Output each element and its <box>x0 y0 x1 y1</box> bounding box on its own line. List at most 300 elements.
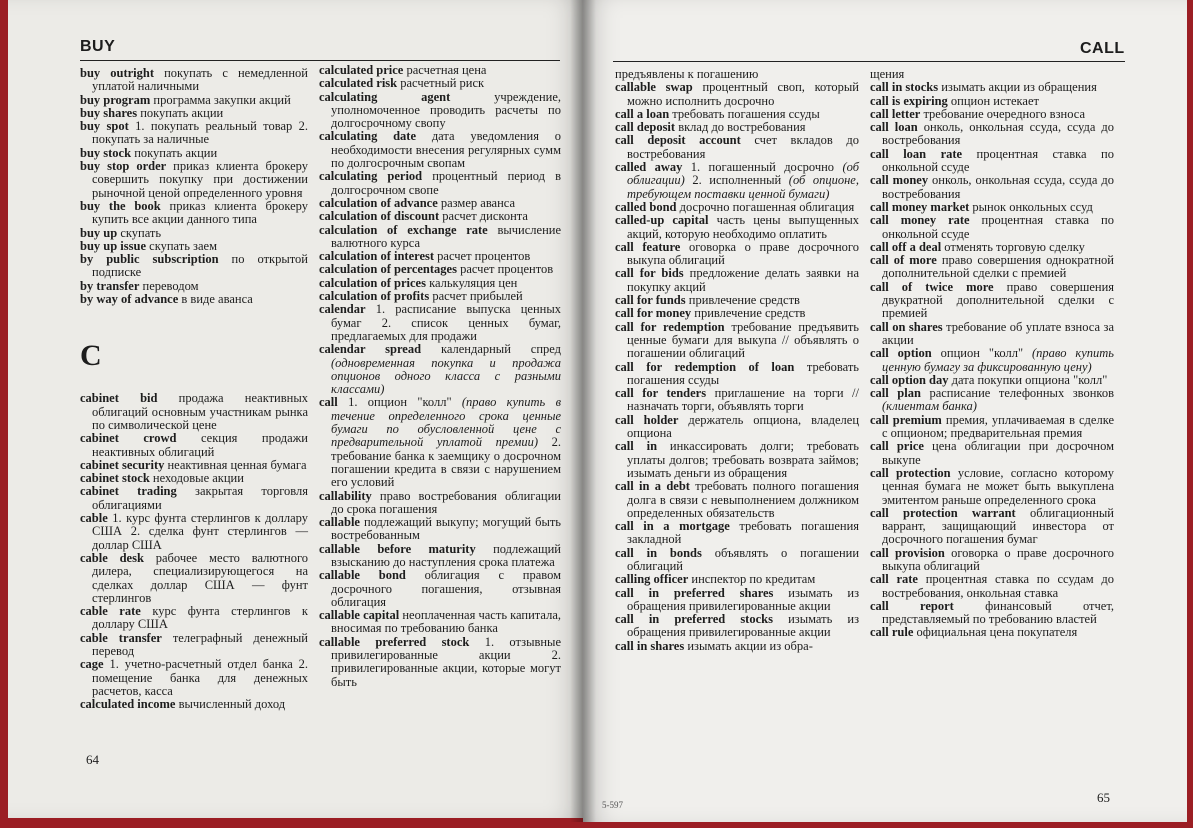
entry-term: calling officer <box>615 572 689 587</box>
entry-term: call for money <box>615 306 692 321</box>
entry-definition: процентная ставка по онкольной ссуде <box>882 146 1114 175</box>
dictionary-entry <box>870 374 1114 387</box>
entry-term: call a loan <box>615 106 670 121</box>
dictionary-entry <box>615 480 859 520</box>
entry-term: buy spot <box>80 119 129 134</box>
dictionary-entry <box>80 485 308 512</box>
entry-term: call provision <box>870 545 945 560</box>
dictionary-entry <box>870 573 1114 600</box>
entry-term: buy stop order <box>80 159 167 174</box>
entry-term: call in a mortgage <box>615 519 730 534</box>
entry-definition: требовать погашения ссуды <box>627 359 860 387</box>
dictionary-entry <box>80 67 308 94</box>
entry-term: calculating date <box>319 129 417 144</box>
dictionary-entry <box>319 396 561 489</box>
dictionary-entry <box>870 214 1114 241</box>
dictionary-entry <box>319 490 561 517</box>
entry-term: callability <box>319 488 372 503</box>
entry-note: (право купить ценную бумагу за фиксированную цену) <box>882 346 1114 374</box>
entry-definition: требование предъявить ценные бумаги для выкупа // объявлять о погашении облигаций <box>627 319 859 361</box>
entry-definition: изымать из обращения привилегированные акции <box>627 612 860 640</box>
entry-definition: приказ клиента брокеру совершить покупку при достижении рыночной ценой определенного уровня <box>92 159 309 200</box>
entry-term: calculated income <box>80 697 176 712</box>
entry-term: call on shares <box>870 319 943 334</box>
entry-definition: расчет процентов <box>437 249 531 264</box>
dictionary-entry <box>870 201 1114 214</box>
entries-calc <box>319 64 561 689</box>
entry-definition: телеграфный денежный перевод <box>92 630 308 658</box>
entry-definition: вычисленный доход <box>178 697 286 712</box>
entry-definition: опцион "колл" <box>940 346 1024 361</box>
dictionary-entry <box>80 552 308 605</box>
entry-definition: оговорка о праве досрочного выкупа облигаций <box>627 239 859 268</box>
entry-definition: секция продажи неактивных облигаций <box>92 431 308 459</box>
entry-definition: приглашение на торги // назначать торги, объявлять торги <box>627 386 860 414</box>
entries-call-1 <box>615 68 859 653</box>
entry-definition: неходовые акции <box>152 471 244 486</box>
entry-term: called away <box>615 160 683 175</box>
entry-definition: 1. учетно-расчетный отдел банка 2. помещение банка для денежных расчетов, касса <box>92 657 308 698</box>
dictionary-entry <box>615 640 859 653</box>
dictionary-entry <box>80 658 308 698</box>
entry-definition: рынок онкольных ссуд <box>972 199 1093 214</box>
entry-definition: опцион истекает <box>950 93 1039 108</box>
entry-term: calculating agent <box>319 89 451 104</box>
entry-definition: отменять торговую сделку <box>944 239 1085 254</box>
header-rule-left <box>80 60 560 61</box>
dictionary-entry <box>615 573 859 586</box>
entry-definition: онколь, онкольная ссуда, ссуда до востребования <box>882 173 1114 201</box>
dictionary-entry <box>870 440 1114 467</box>
dictionary-entry <box>615 387 859 414</box>
dictionary-entry <box>319 250 561 263</box>
dictionary-entry <box>80 227 308 240</box>
entry-term: cabinet stock <box>80 471 150 486</box>
entry-definition-2: 2. требование банка к заемщику о досрочном погашении кредита в связи с нарушением его условий <box>331 435 562 490</box>
entry-definition: покупать акции <box>134 145 218 160</box>
dictionary-entry <box>870 414 1114 441</box>
entry-definition: 1. расписание выпуска ценных бумаг 2. список ценных бумаг, предлагаемых для продажи <box>331 302 562 343</box>
entry-term: called bond <box>615 199 677 214</box>
dictionary-entry <box>615 587 859 614</box>
entry-term: call rule <box>870 625 914 640</box>
entry-definition: расчет прибылей <box>432 289 523 304</box>
dictionary-entry <box>870 174 1114 201</box>
dictionary-entry <box>615 108 859 121</box>
entry-term: call option <box>870 346 932 361</box>
entry-term: call in preferred shares <box>615 585 774 600</box>
entry-definition: в виде аванса <box>181 292 253 307</box>
entry-term: buy outright <box>80 66 154 80</box>
dictionary-entry <box>80 94 308 107</box>
dictionary-entry <box>615 81 859 108</box>
dictionary-entry <box>615 414 859 441</box>
dictionary-entry <box>319 569 561 609</box>
entry-term: call in shares <box>615 638 685 653</box>
entry-definition: курс фунта стерлингов к доллару США <box>92 604 308 632</box>
entry-term: call money market <box>870 199 970 214</box>
entry-term: calculation of advance <box>319 195 438 210</box>
entry-definition: право совершения двукратной дополнительной сделки с премией <box>882 279 1115 321</box>
entry-definition: дата уведомления о необходимости внесения регулярных сумм по долгосрочным свопам <box>331 129 562 171</box>
entry-term: calculating period <box>319 169 423 184</box>
entry-term: cable <box>80 511 108 526</box>
entry-definition: приказ клиента брокеру купить все акции данного типа <box>92 198 308 227</box>
entry-term: call protection warrant <box>870 505 1016 520</box>
entry-definition: калькуляция цен <box>429 275 518 290</box>
entry-definition: по открытой подписке <box>92 252 308 280</box>
entries-buy <box>80 67 308 306</box>
entry-term: cable desk <box>80 550 144 565</box>
entry-definition-2: 2. исполненный <box>692 173 782 188</box>
entry-definition: подлежащий взысканию до наступления срока платежа <box>331 541 561 569</box>
entry-term: calculation of exchange rate <box>319 222 488 237</box>
dictionary-entry <box>80 240 308 253</box>
entry-term: call letter <box>870 106 921 121</box>
dictionary-entry <box>615 201 859 214</box>
entry-term: cable transfer <box>80 630 162 645</box>
entry-term: by way of advance <box>80 292 179 307</box>
entry-term: calculation of percentages <box>319 262 457 277</box>
entry-term: callable preferred stock <box>319 634 470 649</box>
entry-definition: подлежащий выкупу; могущий быть востребованным <box>331 515 562 543</box>
dictionary-entry <box>615 613 859 640</box>
entry-definition: условие, согласно которому ценная бумага не может быть выкуплена эмитентом раньше определенного срока <box>882 465 1115 507</box>
entry-term: call loan rate <box>870 146 963 161</box>
entry-definition: расчет дисконта <box>442 209 528 224</box>
entry-term: calendar spread <box>319 342 422 357</box>
entry-term: call protection <box>870 465 951 480</box>
entry-definition: досрочно погашенная облигация <box>679 199 855 214</box>
page-number-right: 65 <box>1097 790 1110 805</box>
entry-term: buy the book <box>80 198 161 213</box>
entry-term: call price <box>870 439 924 454</box>
dictionary-entry <box>870 626 1114 639</box>
entry-term: call off a deal <box>870 239 942 254</box>
entry-term: call for tenders <box>615 386 707 401</box>
book-gutter <box>570 0 596 822</box>
entry-term: calculation of profits <box>319 289 430 304</box>
entry-term: calculation of prices <box>319 275 426 290</box>
entry-term: call feature <box>615 239 681 254</box>
entry-definition: расчет процентов <box>460 262 554 277</box>
entry-term: call holder <box>615 412 679 427</box>
dictionary-entry <box>80 253 308 280</box>
entry-term: calculation of interest <box>319 249 435 264</box>
entry-term: buy up <box>80 225 118 240</box>
dictionary-entry <box>870 547 1114 574</box>
dictionary-entry <box>319 64 561 77</box>
entry-term: call of more <box>870 253 937 268</box>
entry-term: call in preferred stocks <box>615 612 773 627</box>
entry-definition: скупать <box>120 225 162 240</box>
entry-definition: счет вкладов до востребования <box>627 133 860 161</box>
dictionary-entry <box>870 507 1114 547</box>
entry-definition: требовать погашения ссуды <box>672 106 820 121</box>
dictionary-entry <box>80 200 308 227</box>
entry-definition: закрытая торговля облигациями <box>92 484 308 512</box>
dictionary-entry <box>80 280 308 293</box>
entry-term: call for bids <box>615 266 684 281</box>
entry-definition: учреждение, уполномоченное проводить расчеты по долгосрочному свопу <box>331 89 561 131</box>
entry-definition: право востребования облигации до срока погашения <box>331 488 561 516</box>
dictionary-entry <box>615 214 859 241</box>
dictionary-entry <box>319 636 561 689</box>
entry-term: called-up capital <box>615 213 709 228</box>
entry-definition: требование очередного взноса <box>923 106 1086 121</box>
page-number-left: 64 <box>86 752 99 767</box>
dictionary-entry <box>615 161 859 201</box>
entry-definition: расписание телефонных звонков <box>929 386 1115 401</box>
dictionary-entry <box>319 130 561 170</box>
dictionary-entry <box>80 147 308 160</box>
dictionary-entry <box>615 68 859 81</box>
entry-term: call plan <box>870 386 921 401</box>
entry-term: by public subscription <box>80 252 219 267</box>
dictionary-entry <box>319 91 561 131</box>
entry-definition: изымать из обращения привилегированные акции <box>627 585 860 613</box>
dictionary-entry <box>80 605 308 632</box>
entry-definition: облигация с правом досрочного погашения, отзывная облигация <box>331 568 561 609</box>
running-head-left: BUY <box>80 38 116 55</box>
dictionary-entry <box>319 224 561 251</box>
dictionary-entry <box>870 281 1114 321</box>
header-rule-right <box>613 61 1125 62</box>
entry-term: call in stocks <box>870 80 939 95</box>
entry-definition: покупать акции <box>140 105 224 120</box>
left-column-2 <box>319 64 561 689</box>
right-page <box>583 0 1187 822</box>
entry-term: cabinet security <box>80 457 165 472</box>
entry-definition: скупать заем <box>149 238 217 253</box>
entry-definition: привлечение средств <box>694 306 806 321</box>
entries-call-2 <box>870 68 1114 640</box>
entry-definition: дата покупки опциона "колл" <box>951 372 1108 387</box>
entry-term: cabinet bid <box>80 391 158 406</box>
entry-definition: предъявлены к погашению <box>615 67 759 81</box>
entry-definition: 1. курс фунта стерлингов к доллару США 2. сделка фунт стерлингов — доллар США <box>92 511 308 552</box>
dictionary-entry <box>319 543 561 570</box>
entry-term: call for redemption of loan <box>615 359 795 374</box>
entry-term: cable rate <box>80 604 141 619</box>
entry-definition: размер аванса <box>440 195 516 210</box>
entry-definition: программа закупки акций <box>153 92 291 107</box>
entry-term: call in a debt <box>615 479 690 494</box>
entry-definition: цена облигации при досрочном выкупе <box>882 439 1114 467</box>
dictionary-entry <box>870 148 1114 175</box>
dictionary-entry <box>319 609 561 636</box>
entry-definition: 1. отзывные привилегированные акции 2. привилегированные акции, которые могут быть <box>331 634 562 689</box>
dictionary-entry <box>870 95 1114 108</box>
dictionary-entry <box>870 467 1114 507</box>
dictionary-entry <box>80 698 308 711</box>
entry-term: calculated price <box>319 63 404 77</box>
entry-definition: 1. покупать реальный товар 2. покупать за наличные <box>92 119 308 147</box>
dictionary-entry <box>80 293 308 306</box>
entries-c <box>80 392 308 711</box>
dictionary-entry <box>615 440 859 480</box>
dictionary-entry <box>870 321 1114 348</box>
entry-term: call is expiring <box>870 93 948 108</box>
entry-definition: инкассировать долги; требовать уплаты долгов; требовать возврата займов; изымать деньги из обращения <box>627 439 860 480</box>
entry-definition: право совершения однократной дополнительной сделки с премией <box>882 253 1114 281</box>
entry-definition: изымать акции из обращения <box>941 80 1097 95</box>
entry-term: call option day <box>870 372 949 387</box>
entry-definition: покупать с немедленной уплатой наличными <box>92 66 308 94</box>
entry-definition: изымать акции из обра- <box>687 638 813 653</box>
entry-definition: расчетная цена <box>406 63 487 77</box>
entry-term: callable capital <box>319 608 400 623</box>
entry-term: callable <box>319 515 360 530</box>
entry-term: cage <box>80 657 104 672</box>
entry-term: call money rate <box>870 213 970 228</box>
entry-note: (право купить в течение определенного срока ценные бумаги по обусловленной цене с предварительной уплатой премии) <box>331 395 561 450</box>
section-letter: C <box>80 339 102 373</box>
entry-definition: процентный период в долгосрочном свопе <box>331 169 561 197</box>
entry-definition: календарный спред <box>440 342 561 357</box>
entry-definition: официальная цена покупателя <box>916 625 1078 640</box>
entry-definition: привлечение средств <box>688 293 800 308</box>
dictionary-entry <box>615 121 859 134</box>
entry-term: buy stock <box>80 145 132 160</box>
entry-term: call loan <box>870 120 918 135</box>
entry-term: call premium <box>870 412 942 427</box>
entry-definition: продажа неактивных облигаций основным участникам рынка по символической цене <box>92 391 308 432</box>
entry-definition: требовать полного погашения долга в связи с невыполнением должником определенных обязательств <box>627 479 859 520</box>
entry-definition: держатель опциона, владелец опциона <box>627 412 860 441</box>
dictionary-entry <box>615 547 859 574</box>
dictionary-entry <box>615 321 859 361</box>
dictionary-entry <box>319 263 561 276</box>
entry-definition: вклад до востребования <box>678 120 806 135</box>
dictionary-entry <box>870 121 1114 148</box>
entry-definition: расчетный риск <box>400 76 485 91</box>
dictionary-entry <box>870 254 1114 281</box>
entry-note: (одновременная покупка и продажа опционов одного класса с разными классами) <box>331 355 561 397</box>
entry-term: buy up issue <box>80 238 147 253</box>
entry-term: call money <box>870 173 929 188</box>
entry-term: call rate <box>870 572 918 587</box>
entry-definition: вычисление валютного курса <box>331 222 561 250</box>
entry-definition: часть цены выпущенных акций, которую необходимо оплатить <box>627 213 860 241</box>
entry-definition: переводом <box>142 278 199 293</box>
entry-term: callable bond <box>319 568 406 583</box>
entry-definition: требовать погашения закладной <box>627 519 860 547</box>
entry-term: call for redemption <box>615 319 725 334</box>
dictionary-entry <box>319 343 561 396</box>
entry-definition: щения <box>870 67 905 81</box>
entry-definition: предложение делать заявки на покупку акций <box>627 266 859 294</box>
entry-definition: 1. погашенный досрочно <box>690 160 835 175</box>
dictionary-entry <box>319 290 561 303</box>
entry-definition: премия, уплачиваемая в сделке с опционом; предварительная премия <box>882 412 1114 441</box>
entry-definition: финансовый отчет, представляемый по требованию властей <box>882 598 1114 627</box>
dictionary-entry <box>80 459 308 472</box>
dictionary-entry <box>615 267 859 294</box>
dictionary-entry <box>615 361 859 388</box>
entry-definition: процентный своп, который можно исполнить досрочно <box>627 80 859 108</box>
entry-term: cabinet trading <box>80 484 177 499</box>
dictionary-entry <box>615 241 859 268</box>
entry-term: cabinet crowd <box>80 431 177 446</box>
dictionary-entry <box>80 107 308 120</box>
entry-term: callable before maturity <box>319 541 476 556</box>
entry-term: calendar <box>319 302 366 317</box>
entry-definition: онколь, онкольная ссуда, ссуда до востребования <box>882 120 1114 148</box>
entry-definition: рабочее место валютного дилера, специализирующегося на сделках доллар США — фунт стерлингов <box>92 550 309 605</box>
left-page <box>8 0 583 818</box>
dictionary-entry <box>615 307 859 320</box>
entry-term: callable swap <box>615 80 693 95</box>
entry-definition: процентная ставка по ссудам до востребования, онкольная ставка <box>882 572 1114 600</box>
entry-term: by transfer <box>80 278 140 293</box>
entry-definition: облигационный варрант, защищающий инвестора от досрочного погашения бумаг <box>882 505 1114 547</box>
entry-note-2: (об опционе, требующем поставки ценной бумаги) <box>627 173 859 201</box>
entry-term: calculated risk <box>319 76 398 91</box>
dictionary-entry <box>319 170 561 197</box>
entry-note: (клиентам банка) <box>882 399 977 414</box>
dictionary-entry <box>870 108 1114 121</box>
dictionary-entry <box>319 197 561 210</box>
entry-definition: оговорка о праве досрочного выкупа облигаций <box>882 545 1115 573</box>
right-column-2 <box>870 68 1114 640</box>
dictionary-entry <box>615 134 859 161</box>
entry-term: buy program <box>80 92 151 107</box>
entry-term: call <box>319 395 338 410</box>
right-column-1 <box>615 68 859 653</box>
entry-definition: процентная ставка по онкольной ссуде <box>882 213 1114 241</box>
dictionary-entry <box>615 520 859 547</box>
dictionary-entry <box>870 241 1114 254</box>
dictionary-entry <box>80 512 308 552</box>
entry-term: call report <box>870 598 954 613</box>
entry-term: buy shares <box>80 105 138 120</box>
dictionary-entry <box>80 432 308 459</box>
dictionary-entry <box>319 516 561 543</box>
entry-definition: объявлять о погашении облигаций <box>627 545 860 573</box>
dictionary-entry <box>870 387 1114 414</box>
entry-term: call in bonds <box>615 545 702 560</box>
dictionary-entry <box>80 392 308 432</box>
dictionary-entry <box>80 472 308 485</box>
dictionary-entry <box>319 277 561 290</box>
entry-definition: неоплаченная часть капитала, вносимая по требованию банка <box>331 608 561 636</box>
dictionary-entry <box>615 294 859 307</box>
entry-term: call in <box>615 439 658 454</box>
dictionary-entry <box>870 347 1114 374</box>
entry-term: call deposit <box>615 120 676 135</box>
entry-term: call of twice more <box>870 279 994 294</box>
dictionary-entry <box>319 303 561 343</box>
entry-definition: инспектор по кредитам <box>691 572 816 587</box>
entry-term: call deposit account <box>615 133 741 148</box>
running-head-right: CALL <box>1080 40 1125 57</box>
entry-note: (об облигации) <box>627 160 859 188</box>
dictionary-entry <box>80 160 308 200</box>
dictionary-entry <box>870 600 1114 627</box>
dictionary-entry <box>319 77 561 90</box>
print-signature-mark: 5-597 <box>602 800 623 810</box>
entry-definition: требование об уплате взноса за акции <box>882 319 1114 347</box>
entry-term: calculation of discount <box>319 209 440 224</box>
dictionary-entry <box>870 68 1114 81</box>
dictionary-entry <box>80 632 308 659</box>
dictionary-entry <box>80 120 308 147</box>
entry-definition: 1. опцион "колл" <box>348 395 452 410</box>
entry-definition: неактивная ценная бумага <box>167 457 307 472</box>
dictionary-entry <box>319 210 561 223</box>
dictionary-entry <box>870 81 1114 94</box>
